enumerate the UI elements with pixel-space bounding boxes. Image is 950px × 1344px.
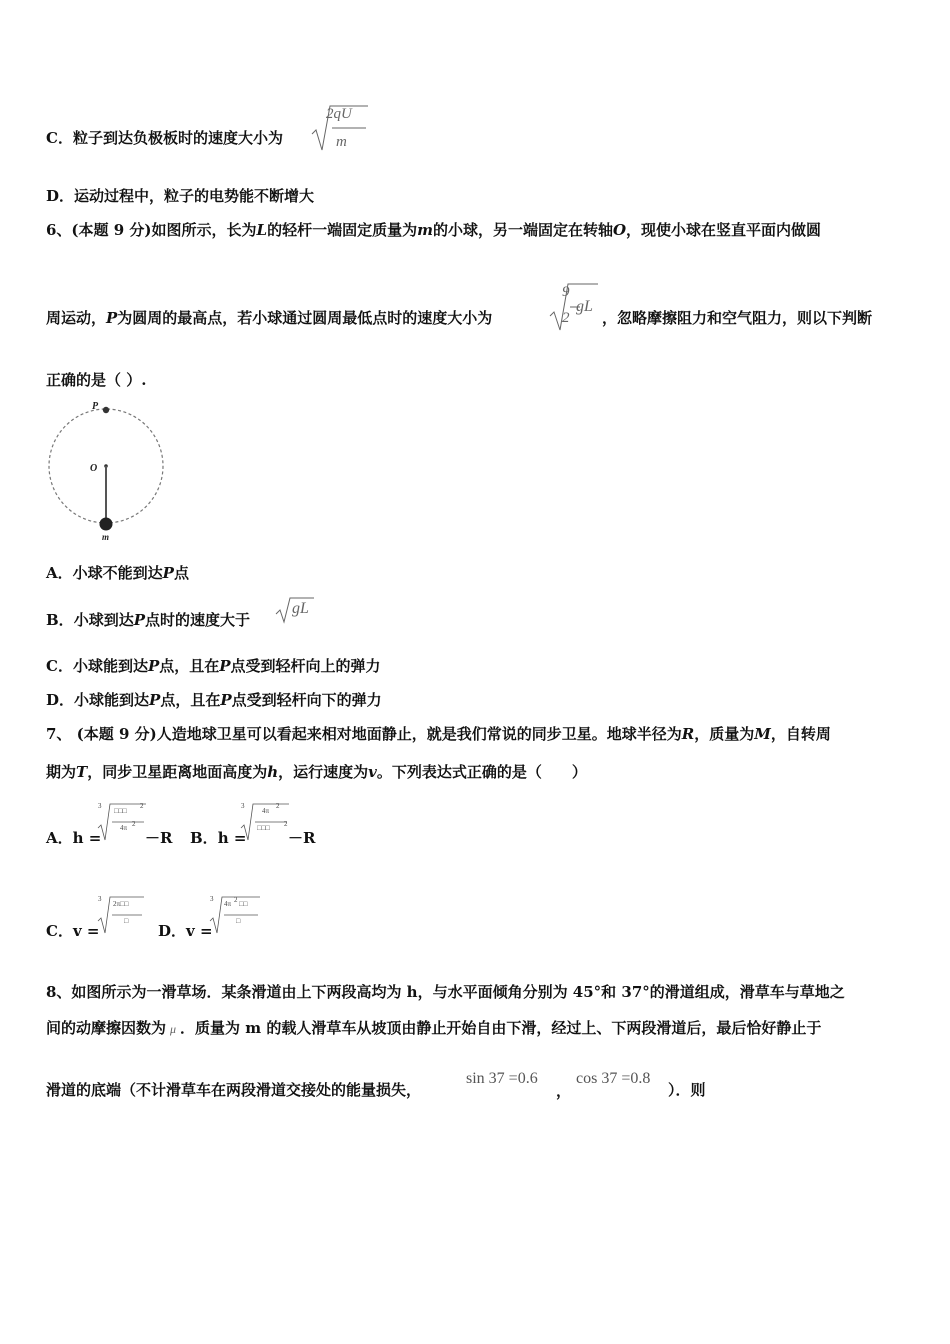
q7-stem-line1 — [46, 724, 831, 744]
q8-text: 8、如图所示为一滑草场．某条滑道由上下两段高均为 h，与水平面倾角分别为 45°和 37°的滑道组成，滑草车与草地之 — [46, 983, 845, 1001]
q6-text: 为圆周的最高点，若小球通过圆周最低点时的速度大小为 — [117, 309, 493, 327]
q8-text: ）．则 — [668, 1081, 706, 1099]
q5-option-c-text: 粒子到达负极板时的速度大小为 — [72, 129, 283, 147]
q7-text: 7、 (本题 9 分)人造地球卫星可以看起来相对地面静止，就是我们常说的同步卫星。地球半径为 — [46, 725, 682, 743]
q5-formula-numerator: 2qU — [326, 106, 352, 122]
q7-var-r: R — [681, 725, 695, 743]
q7a-num: □□□ — [114, 807, 127, 815]
option-label: C． — [46, 922, 73, 940]
q8-stem-line3-end — [668, 1080, 706, 1100]
option-label: A． — [46, 829, 73, 847]
q6-text: 周运动， — [46, 309, 107, 327]
q7-option-a — [46, 828, 101, 848]
q6-text: 正确的是（ ）. — [46, 371, 147, 389]
q8-comma: ， — [556, 1082, 572, 1100]
option-label: B． — [46, 611, 74, 629]
q6-text: ，现使小球在竖直平面内做圆 — [626, 221, 822, 239]
q7-text: ，同步卫星距离地面高度为 — [87, 763, 268, 781]
option-label: A． — [46, 564, 73, 582]
q7a-den-exp: 2 — [132, 820, 136, 828]
q7d-num2: □□ — [239, 900, 248, 908]
label-p: P — [92, 401, 99, 412]
q6-var-m: m — [417, 221, 433, 239]
root-index: 3 — [98, 802, 102, 810]
q8-stem-line1 — [46, 982, 845, 1002]
option-text: 点，且在 — [159, 657, 220, 675]
q6-option-b — [46, 610, 250, 630]
q8-stem-line3 — [46, 1080, 421, 1100]
q6-formula-gl: gL — [576, 298, 593, 315]
q6-option-d — [46, 690, 382, 710]
q6-circle-figure — [44, 398, 168, 542]
option-lhs: h = — [217, 829, 247, 847]
option-lhs: v = — [72, 922, 100, 940]
q7d-den: □ — [236, 917, 241, 925]
root-index: 3 — [241, 802, 245, 810]
root-index: 3 — [98, 895, 102, 903]
q6-var-p: P — [219, 657, 231, 675]
q8-stem-line2 — [46, 1018, 821, 1039]
q7a-num-exp: 2 — [140, 802, 144, 810]
q6-var-o: O — [612, 221, 627, 239]
option-text: 小球不能到达 — [72, 564, 163, 582]
q7-option-b — [190, 828, 246, 848]
option-label: B． — [190, 829, 218, 847]
q6-stem-line2a — [46, 308, 492, 328]
q6-option-a — [46, 563, 189, 583]
q7b-den-exp: 2 — [284, 820, 288, 828]
q6-text: 的小球，另一端固定在转轴 — [432, 221, 613, 239]
option-label: D． — [158, 922, 187, 940]
q8-mu-symbol: μ — [170, 1022, 177, 1036]
option-lhs: h = — [72, 829, 102, 847]
q7-option-d — [158, 921, 213, 941]
q6-stem-line1 — [46, 220, 821, 240]
q6-var-p: P — [106, 309, 118, 327]
q7a-den: 4π — [120, 824, 128, 832]
q5-option-d-label: D． — [46, 187, 75, 205]
option-tail: －R — [288, 829, 316, 847]
q6-formula-numerator: 9 — [562, 284, 570, 300]
q6-option-c — [46, 656, 381, 676]
q6-text: 6、(本题 9 分)如图所示，长为 — [46, 221, 257, 239]
option-label: C． — [46, 657, 73, 675]
option-text: 小球能到达 — [74, 691, 150, 709]
q8-cos-value: cos 37 =0.8 — [576, 1070, 651, 1087]
option-label: D． — [46, 691, 75, 709]
option-text: 点受到轻杆向下的弹力 — [231, 691, 382, 709]
q7-option-a-tail — [145, 828, 172, 848]
q6-var-l: L — [256, 221, 268, 239]
option-lhs: v = — [186, 922, 213, 940]
option-text: 小球到达 — [73, 611, 134, 629]
q8-text: 滑道的底端（不计滑草车在两段滑道交接处的能量损失， — [46, 1081, 422, 1099]
option-text: 点，且在 — [160, 691, 221, 709]
ball-m — [100, 518, 113, 531]
q7-option-c — [46, 921, 99, 941]
q6-var-p: P — [147, 657, 160, 675]
q7-var-v: v — [368, 763, 377, 781]
q7-option-b-tail — [288, 828, 315, 848]
q7-text: ，自转周 — [770, 725, 831, 743]
q8-text: 间的动摩擦因数为 — [46, 1019, 167, 1037]
q6-var-p: P — [133, 611, 145, 629]
q8-text: ．质量为 m 的载人滑草车从坡顶由静止开始自由下滑，经过上、下两段滑道后，最后恰好静止于 — [180, 1019, 822, 1037]
label-o: O — [90, 463, 98, 474]
q7-var-h: h — [267, 763, 279, 781]
q6-formula-denominator: 2 — [562, 310, 570, 326]
q7b-den: □□□ — [257, 824, 270, 832]
q7-text: ，质量为 — [694, 725, 755, 743]
q5-option-c-label: C． — [46, 129, 73, 147]
q7-text: 期为 — [46, 763, 77, 781]
option-text: 小球能到达 — [72, 657, 148, 675]
q5-option-d — [46, 186, 314, 206]
q7c-num: 2π□□ — [113, 900, 129, 908]
point-p — [103, 407, 109, 413]
q7-var-t: T — [76, 763, 88, 781]
option-tail: －R — [145, 829, 173, 847]
q7d-num-exp: 2 — [234, 896, 238, 904]
q5-option-d-text: 运动过程中，粒子的电势能不断增大 — [74, 187, 315, 205]
q7b-num-exp: 2 — [276, 802, 280, 810]
q7b-num: 4π — [262, 807, 270, 815]
q7-text: ，运行速度为 — [278, 763, 369, 781]
q7c-den: □ — [124, 917, 129, 925]
q5-option-c — [46, 128, 283, 148]
root-index: 3 — [210, 895, 214, 903]
q8-sin-value: sin 37 =0.6 — [466, 1070, 538, 1087]
q6-stem-line2b — [602, 308, 872, 328]
label-m: m — [102, 532, 110, 542]
q6-var-p: P — [162, 564, 174, 582]
q6-text: 的轻杆一端固定质量为 — [267, 221, 418, 239]
q6-var-p: P — [220, 691, 232, 709]
q6-option-b-gl: gL — [292, 600, 309, 617]
q6-stem-line3 — [46, 370, 146, 390]
q6-text: ，忽略摩擦阻力和空气阻力，则以下判断 — [602, 309, 873, 327]
q7-text: 。下列表达式正确的是（ ） — [376, 763, 587, 781]
q7-var-m: M — [754, 725, 771, 743]
option-text: 点受到轻杆向上的弹力 — [230, 657, 381, 675]
option-text: 点时的速度大于 — [144, 611, 250, 629]
q7-stem-line2 — [46, 762, 587, 782]
q5-formula-denominator: m — [336, 134, 347, 150]
q7d-num: 4π — [224, 900, 232, 908]
q6-var-p: P — [149, 691, 161, 709]
option-text: 点 — [173, 564, 189, 582]
